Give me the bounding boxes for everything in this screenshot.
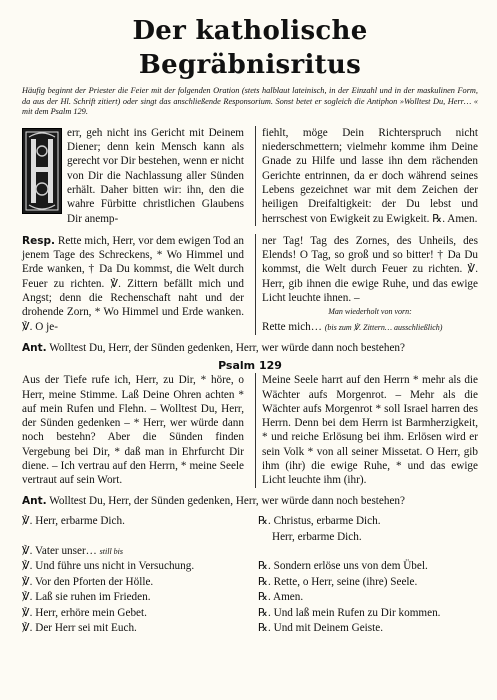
oration-right: fiehlt, möge Dein Richterspruch nicht niederschmettern; vielmehr komme ihm Deine Gnade zu Hilfe und lasse ihn dem rächenden Gerichte entrinnen, da er doch während seines Lebens gezeichnet war mit dem Zeichen der heiligen Dreifaltigkeit: der Du lebst und herrschest von Ewigkeit zu Ewigkeit. ℞. Amen. <box>255 126 478 226</box>
litany-line-text: ℣. Vater unser… <box>22 544 97 557</box>
psalm-title: Psalm 129 <box>218 359 282 373</box>
litany-versicles <box>22 514 244 637</box>
responsory-section <box>22 234 478 335</box>
litany-line: ℞. Christus, erbarme Dich. <box>258 514 381 527</box>
responsory-right <box>255 234 478 335</box>
litany-line: ℣. Und führe uns nicht in Versuchung. <box>22 560 195 573</box>
antiphon-second <box>22 494 478 508</box>
psalm-section <box>22 373 478 487</box>
litany-line: ℣. Laß sie ruhen im Frieden. <box>22 591 151 604</box>
antiphon-first <box>22 341 478 355</box>
oration-left <box>22 126 244 226</box>
litany-line: ℞. Rette, o Herr, seine (ihre) Seele. <box>258 575 418 588</box>
litany-line: ℣. Herr, erbarme Dich. <box>22 514 125 527</box>
ornamental-h-icon <box>22 128 62 214</box>
litany-line: ℞. Sondern erlöse uns von dem Übel. <box>258 560 428 573</box>
litany-note: still bis <box>99 546 124 556</box>
antiphon-label: Ant. <box>22 494 47 507</box>
oration-left-text: err, geh nicht ins Gericht mit Deinem Diener; denn kein Mensch kann als gerecht vor Dir bestehen, wenn er nicht von Dir die Nachlassung aller Sünden erhält. Daher bitten wir: ihn, den die wahre Fürbitte christlichen Glaubens Dir anemp- <box>67 126 244 225</box>
responsory-repeat-line <box>262 320 478 335</box>
litany-line: ℞. Und laß mein Rufen zu Dir kommen. <box>258 606 441 619</box>
page <box>22 14 478 637</box>
responsory-right-text: ner Tag! Tag des Zornes, des Unheils, des Elends! O Tag, so groß und so bitter! † Da Du kommst, die Welt durch Feuer zu richten. ℣. Herr, gib ihnen die ewige Ruhe, und das ewige Licht leuchte ihnen. – <box>262 234 478 305</box>
responsory-left <box>22 234 244 335</box>
responsory-left-text: Rette mich, Herr, vor dem ewigen Tod an jenem Tage des Schreckens, * Wo Himmel und Erde wanken, † Da Du kommst, die Welt durch Feuer zu richten. ℣. Zittern befällt mich und Angst; denn die Rechenschaft naht und der drohende Zorn, * Wo Himmel und Erde wanken. ℣. O je- <box>22 234 244 333</box>
page-title: Der katholische Begräbnisritus <box>132 16 368 80</box>
intro-text: Häufig beginnt der Priester die Feier mit der folgenden Oration (stets halblaut lateinisch, in der Einzahl und in der maskulinen Form, da aus der Hl. Schrift zitiert) oder singt das anschließende Responsorium. Sonst betet er sogleich die Antiphon »Wolltest Du, Herr… « mit dem Psalm 129. <box>22 86 478 117</box>
responsory-note: Man wiederholt von vorn: <box>328 307 412 317</box>
responsory-label: Resp. <box>22 234 55 247</box>
litany-line: ℣. Vor den Pforten der Hölle. <box>22 575 154 588</box>
responsory-repeat: Rette mich… <box>262 320 322 333</box>
litany-section <box>22 514 478 637</box>
psalm-right: Meine Seele harrt auf den Herrn * mehr als die Wächter aufs Morgenrot. – Mehr als die Wächter aufs Morgenrot * soll Israel harren des Herrn. Denn bei dem Herrn ist Barmherzigkeit, * und reiche Erlösung bei ihm. Erlösen wird er sein Volk * von all seiner Missetat. O Herr, gib ihm (ihr) die ewige Ruhe, * und das ewige Licht leuchte ihm (ihr). <box>255 373 478 487</box>
antiphon-label: Ant. <box>22 341 47 354</box>
litany-responses <box>258 514 478 637</box>
litany-spacer <box>258 545 478 559</box>
litany-line: Herr, erbarme Dich. <box>272 530 362 543</box>
antiphon-text: Wolltest Du, Herr, der Sünden gedenken, Herr, wer würde dann noch bestehen? <box>49 494 405 507</box>
litany-line <box>22 544 244 560</box>
litany-line: ℣. Der Herr sei mit Euch. <box>22 622 137 635</box>
psalm-left: Aus der Tiefe rufe ich, Herr, zu Dir, * höre, o Herr, meine Stimme. Laß Deine Ohren achten * auf mein Rufen und Flehn. – Wolltest Du, Herr, der Sünden gedenken – * Herr, wer würde dann noch bestehn? Aber die Sünden finden Vergebung bei Dir, * daß man in Ehrfurcht Dir diene. – Ich vertrau auf den Herrn, * meine Seele vertraut auf sein Wort. <box>22 374 244 487</box>
litany-spacer <box>22 530 244 544</box>
oration-section <box>22 126 478 226</box>
responsory-repeat-note: (bis zum ℣. Zittern… ausschließlich) <box>324 322 443 332</box>
litany-line: ℞. Und mit Deinem Geiste. <box>258 622 383 635</box>
litany-line: ℣. Herr, erhöre mein Gebet. <box>22 606 147 619</box>
litany-line: ℞. Amen. <box>258 591 304 604</box>
antiphon-text: Wolltest Du, Herr, der Sünden gedenken, Herr, wer würde dann noch bestehen? <box>49 341 405 354</box>
